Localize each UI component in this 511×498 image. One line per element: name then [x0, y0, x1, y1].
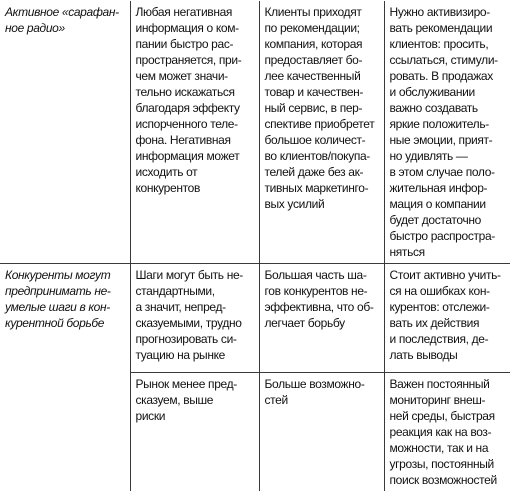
row-heading-competitors: Конкуренты могут предпринимать не- умелые шаги в кон- курентной борьбе: [0, 264, 130, 373]
table-row: [0, 264, 510, 373]
table-cell-recommendation: Важен постоянный мониторинг внеш- ней среды, быстрая реакция как на воз- можности, так и на угрозы, постоянный поиск возможностей: [384, 373, 510, 492]
table-cell-threat: Любая негативная информация о ком- пании быстро рас- пространяется, при- чем может значи- тельно искажаться благодаря эффекту испорченного теле- фона. Негативная информация может исходить от конкурентов: [130, 1, 259, 264]
table-cell-threat: Шаги могут быть не- стандартными, а значит, непред- сказуемыми, трудно прогнозировать си- туацию на рынке: [130, 264, 259, 373]
table-cell-opportunity: Клиенты приходят по рекомендации; компания, которая предоставляет бо- лее качественный товар и качествен- ный сервис, в пер- спективе приобретет большое количест- во клиентов/покупа- телей даже без ак- тивных маркетинго- вых усилий: [259, 1, 384, 264]
table-cell-opportunity: Большая часть ша- гов конкурентов не- эффективна, что об- легчает борьбу: [259, 264, 384, 373]
table-cell-threat: Рынок менее пред- сказуем, выше риски: [130, 373, 259, 492]
table-row: [0, 373, 510, 492]
table-cell-recommendation: Нужно активизиро- вать рекомендации клиентов: просить, ссылаться, стимули- ровать. В продажах и обслуживании важно создавать яркие положитель- ные эмоции, прият- но удивлять — в этом случае поло- жительная инфор- мация о компании будет достаточно быстро распростра- няться: [384, 1, 510, 264]
table-cell-recommendation: Стоит активно учить- ся на ошибках кон- курентов: отслежи- вать их действия и последствия, де- лать выводы: [384, 264, 510, 373]
row-heading-empty: [0, 373, 130, 492]
row-heading-word-of-mouth: Активное «сарафан- ное радио»: [0, 1, 130, 264]
table-row: [0, 1, 510, 264]
analysis-table: [0, 1, 510, 491]
table-cell-opportunity: Больше возможно- стей: [259, 373, 384, 492]
